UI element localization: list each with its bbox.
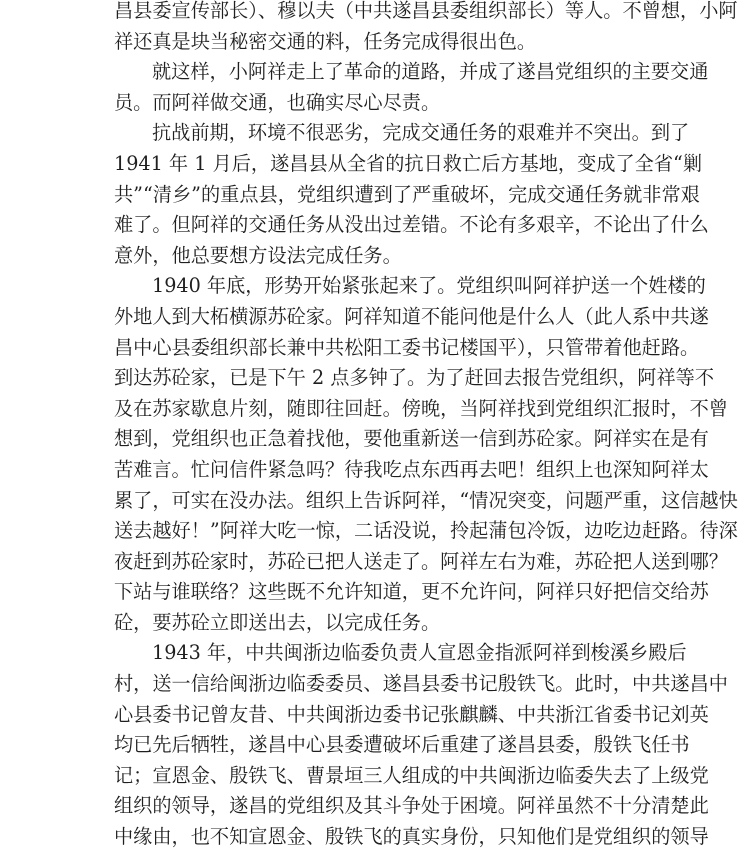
text-line: 员。而阿祥做交通，也确实尽心尽责。 — [114, 90, 441, 114]
text-line: 昌县委宣传部长）、穆以夫（中共遂昌县委组织部长）等人。不曾想，小阿 — [114, 0, 738, 22]
text-line: 累了，可实在没办法。组织上告诉阿祥，“情况突变，问题严重，这信越快 — [114, 488, 738, 512]
text-line: 1941 年 1 月后，遂昌县从全省的抗日救亡后方基地，变成了全省“剿 — [114, 151, 703, 175]
document-page — [114, 0, 738, 853]
text-line: 昌中心县委组织部长兼中共松阳工委书记楼国平），只管带着他赶路。 — [114, 335, 700, 359]
text-line: 送去越好！”阿祥大吃一惊，二话没说，拎起蒲包冷饭，边吃边赶路。待深 — [114, 519, 738, 543]
text-line: 意外，他总要想方设法完成任务。 — [114, 243, 402, 267]
paragraph-start-line: 1940 年底，形势开始紧张起来了。党组织叫阿祥护送一个姓楼的 — [152, 274, 706, 298]
text-line: 及在苏家歇息片刻，随即往回赶。傍晚，当阿祥找到党组织汇报时，不曾 — [114, 396, 728, 420]
text-line: 祥还真是块当秘密交通的料，任务完成得很出色。 — [114, 29, 537, 53]
text-line: 心县委书记曾友昔、中共闽浙边委书记张麒麟、中共浙江省委书记刘英 — [114, 702, 709, 726]
text-line: 共”“清乡”的重点县，党组织遭到了严重破坏，完成交通任务就非常艰 — [114, 182, 700, 206]
text-line: 想到，党组织也正急着找他，要他重新送一信到苏砼家。阿祥实在是有 — [114, 427, 709, 451]
paragraph-start-line: 就这样，小阿祥走上了革命的道路，并成了遂昌党组织的主要交通 — [152, 60, 709, 84]
text-line: 中缘由，也不知宣恩金、殷铁飞的真实身份，只知他们是党组织的领导 — [114, 825, 709, 849]
text-line: 外地人到大柘横源苏砼家。阿祥知道不能问他是什么人（此人系中共遂 — [114, 304, 709, 328]
text-line: 砼，要苏砼立即送出去，以完成任务。 — [114, 610, 441, 634]
text-line: 村，送一信给闽浙边临委委员、遂昌县委书记殷铁飞。此时，中共遂昌中 — [114, 672, 728, 696]
text-line: 夜赶到苏砼家时，苏砼已把人送走了。阿祥左右为难，苏砼把人送到哪？ — [114, 549, 728, 573]
paragraph-start-line: 抗战前期，环境不很恶劣，完成交通任务的艰难并不突出。到了 — [152, 121, 690, 145]
text-line: 均已先后牺牲，遂昌中心县委遭破坏后重建了遂昌县委，殷铁飞任书 — [114, 733, 690, 757]
text-line: 组织的领导，遂昌的党组织及其斗争处于困境。阿祥虽然不十分清楚此 — [114, 794, 709, 818]
text-line: 下站与谁联络？这些既不允许知道，更不允许问，阿祥只好把信交给苏 — [114, 580, 709, 604]
text-line: 到达苏砼家，已是下午 2 点多钟了。为了赶回去报告党组织，阿祥等不 — [114, 366, 715, 390]
text-line: 苦难言。忙问信件紧急吗？待我吃点东西再去吧！组织上也深知阿祥太 — [114, 457, 709, 481]
text-line: 记；宣恩金、殷铁飞、曹景垣三人组成的中共闽浙边临委失去了上级党 — [114, 763, 709, 787]
text-line: 难了。但阿祥的交通任务从没出过差错。不论有多艰辛，不论出了什么 — [114, 213, 709, 237]
paragraph-start-line: 1943 年，中共闽浙边临委负责人宣恩金指派阿祥到梭溪乡殿后 — [152, 641, 687, 665]
